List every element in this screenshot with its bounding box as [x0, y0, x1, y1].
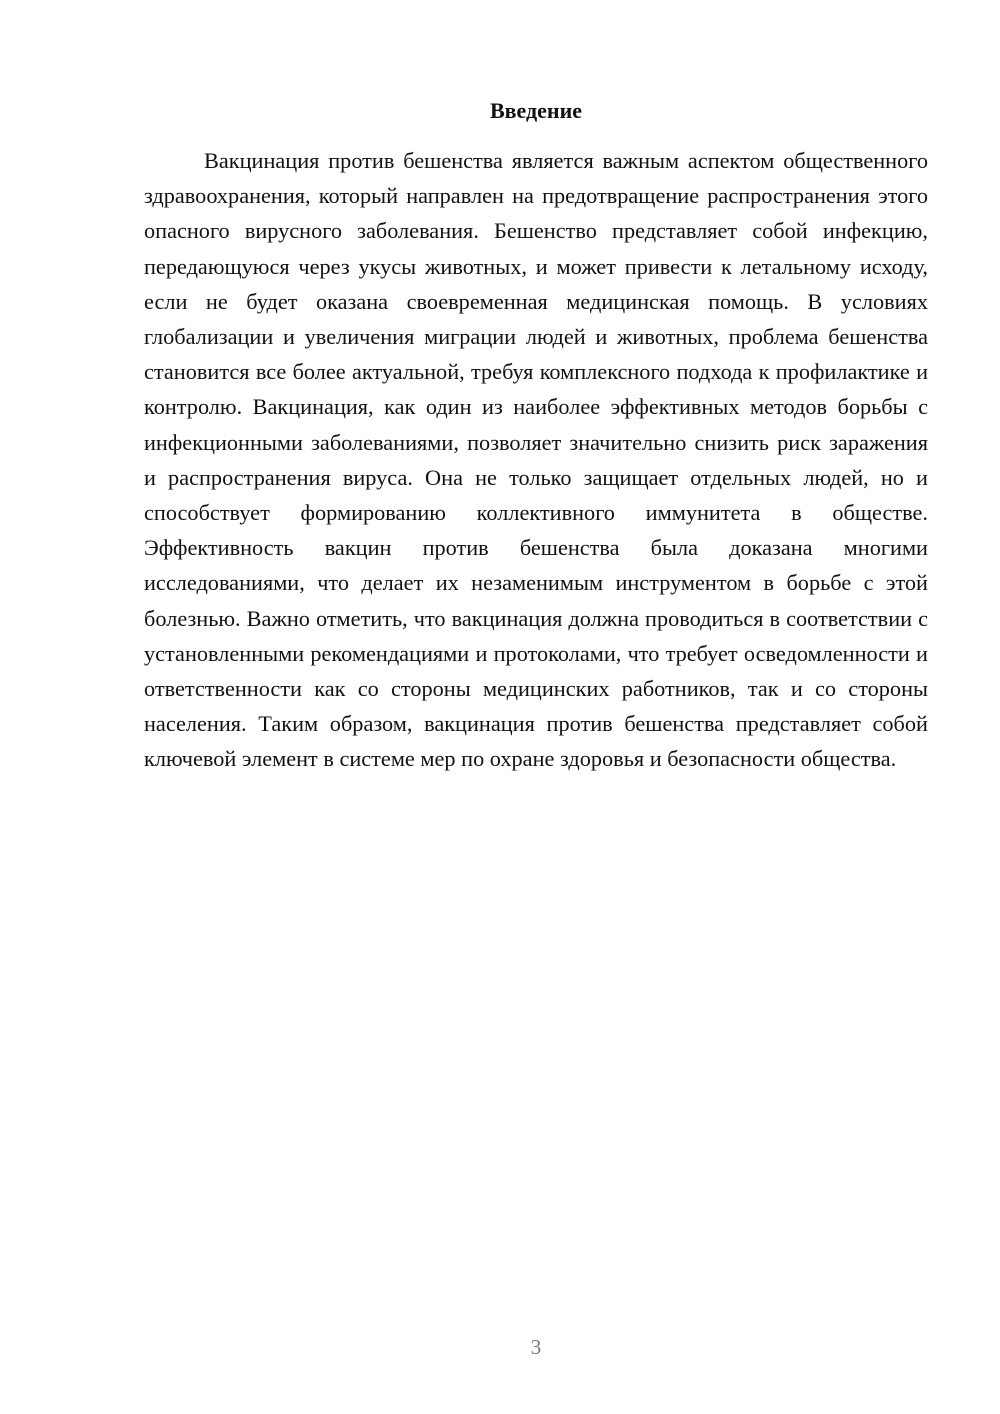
- page-number: 3: [530, 1335, 542, 1359]
- body-paragraph: Вакцинация против бешенства является важным аспектом общественного здравоохранения, который направлен на предотвращение распространения этого опасного вирусного заболевания. Бешенство представляет собой инфекцию, передающуюся через укусы животных, и может привести к летальному исходу, если не будет оказана своевременная медицинская помощь. В условиях глобализации и увеличения миграции людей и животных, проблема бешенства становится все более актуальной, требуя комплексного подхода к профилактике и контролю. Вакцинация, как один из наиболее эффективных методов борьбы с инфекционными заболеваниями, позволяет значительно снизить риск заражения и распространения вируса. Она не только защищает отдельных людей, но и способствует формированию коллективного иммунитета в обществе. Эффективность вакцин против бешенства была доказана многими исследованиями, что делает их незаменимым инструментом в борьбе с этой болезнью. Важно отметить, что вакцинация должна проводиться в соответствии с установленными рекомендациями и протоколами, что требует осведомленности и ответственности как со стороны медицинских работников, так и со стороны населения. Таким образом, вакцинация против бешенства представляет собой ключевой элемент в системе мер по охране здоровья и безопасности общества.: [144, 148, 928, 772]
- section-heading: Введение: [489, 98, 583, 123]
